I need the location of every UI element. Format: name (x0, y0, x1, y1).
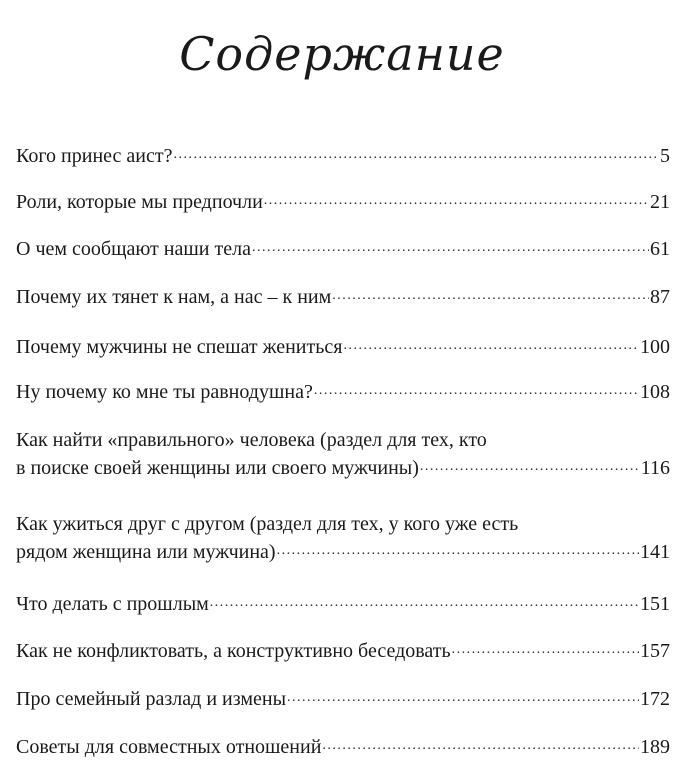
toc-page-number: 189 (640, 736, 670, 758)
toc-leader-dots (264, 188, 649, 208)
toc-page-number: 5 (660, 145, 670, 167)
toc-entry-title-part2: в поиске своей женщины или своего мужчины) (16, 457, 419, 479)
toc-entry-line (16, 333, 670, 361)
toc-entry-line (16, 590, 670, 618)
toc-page-number: 21 (650, 191, 670, 213)
toc-entry-line (16, 283, 670, 311)
toc-entry-line (16, 188, 670, 216)
toc-entry-title: Роли, которые мы предпочли (16, 191, 263, 213)
toc-leader-dots (314, 378, 639, 398)
toc-entry-title: Что делать с прошлым (16, 593, 209, 615)
toc-entry-title: О чем сообщают наши тела (16, 238, 251, 260)
toc-entry (16, 590, 670, 618)
toc-entry (16, 510, 670, 566)
toc-entry-line (16, 538, 670, 566)
toc-page-number: 172 (640, 688, 670, 710)
toc-entry-line (16, 454, 670, 482)
toc-entry-title: Про семейный разлад и измены (16, 688, 287, 710)
toc-leader-dots (252, 235, 649, 255)
toc-entry-line (16, 235, 670, 263)
toc-entry-line (16, 378, 670, 406)
toc-entry-line (16, 637, 670, 665)
toc-entry-title: Советы для совместных отношений (16, 736, 322, 758)
toc-leader-dots (277, 538, 639, 558)
toc-page-number: 61 (650, 238, 670, 260)
toc-entry (16, 637, 670, 665)
toc-leader-dots (287, 685, 639, 705)
toc-page-number: 157 (640, 640, 670, 662)
toc-entry-line (16, 685, 670, 713)
toc-entry (16, 142, 670, 170)
toc-entry-title-part1: Как ужиться друг с другом (раздел для тех, у кого уже есть (16, 513, 519, 535)
toc-page-number: 108 (640, 381, 670, 403)
toc-page-number: 141 (640, 541, 670, 563)
toc-entry-line (16, 733, 670, 761)
toc-entry (16, 283, 670, 311)
toc-entry-title-part2: рядом женщина или мужчина) (16, 541, 276, 563)
toc-entry (16, 188, 670, 216)
toc-entry-first-line (16, 510, 670, 538)
toc-entry-title: Почему их тянет к нам, а нас – к ним (16, 286, 332, 308)
toc-leader-dots (173, 142, 659, 162)
toc-page-number: 116 (640, 457, 670, 479)
toc-leader-dots (420, 454, 640, 474)
toc-entry (16, 685, 670, 713)
toc-leader-dots (210, 590, 639, 610)
toc-page-number: 151 (640, 593, 670, 615)
toc-entry-title: Как не конфликтовать, а конструктивно беседовать (16, 640, 451, 662)
page-title: Содержание (179, 27, 505, 81)
toc-entry (16, 333, 670, 361)
toc-leader-dots (343, 333, 639, 353)
toc-entry-title: Ну почему ко мне ты равнодушна? (16, 381, 313, 403)
toc-entry-line (16, 142, 670, 170)
toc-entry-title: Кого принес аист? (16, 145, 173, 167)
toc-entry (16, 235, 670, 263)
toc-leader-dots (452, 637, 639, 657)
toc-entry (16, 378, 670, 406)
toc-entry-first-line (16, 426, 670, 454)
toc-leader-dots (332, 283, 649, 303)
toc-entry-title-part1: Как найти «правильного» человека (раздел для тех, кто (16, 429, 487, 451)
toc-page-number: 87 (650, 286, 670, 308)
toc-entry (16, 733, 670, 761)
toc-page-number: 100 (640, 336, 670, 358)
toc-entry-title: Почему мужчины не спешат жениться (16, 336, 343, 358)
toc-leader-dots (322, 733, 639, 753)
toc-entry (16, 426, 670, 482)
